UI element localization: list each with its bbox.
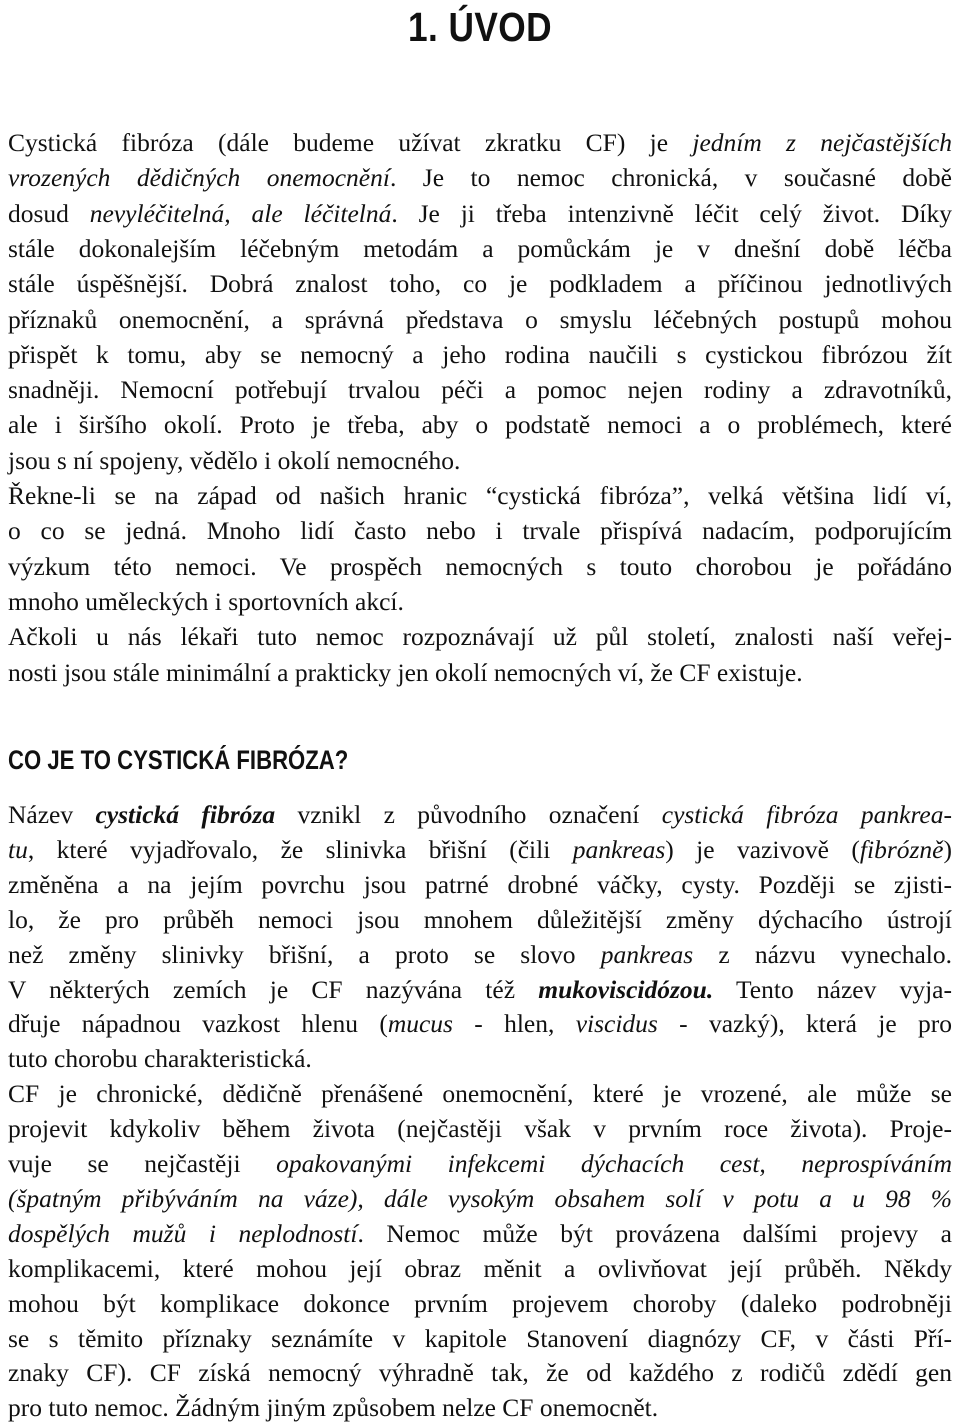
text-run: přispět k tomu, aby se nemocný a jeho rodina naučili s cystickou fibrózou žít [8,339,952,369]
text-run: , které vyjadřovalo, že slinivka břišní (čili [27,834,573,864]
text-run: . Nemoc může být provázena dalšími projevy a [357,1218,952,1248]
text-run: se s těmito příznaky seznámíte v kapitole Stanovení diagnózy CF, v části Pří- [8,1323,952,1353]
text-run: jsou s ní spojeny, vědělo i okolí nemocného. [8,445,461,475]
text-line [8,1252,952,1286]
text-line [8,232,952,266]
text-run: pankreas [600,939,694,969]
text-run: znaky CF). CF získá nemocný výhradně tak, že od každého z rodičů zdědí gen [8,1358,952,1388]
text-run: projevit kdykoliv během života (nejčastěji však v prvním roce života). Proje- [8,1114,952,1144]
text-run: lo, že pro průběh nemoci jsou mnohem důležitější změny dýchacího ústrojí [8,904,952,934]
text-run: změněna a na jejím povrchu jsou patrné drobné váčky, cysty. Později se zjisti- [8,869,952,899]
text-run: - hlen, [452,1009,576,1039]
text-line [8,1217,952,1251]
text-run: pro tuto nemoc. Žádným jiným způsobem nelze CF onemocnět. [8,1393,659,1423]
text-line [8,303,952,337]
section-heading: CO JE TO CYSTICKÁ FIBRÓZA? [8,745,349,775]
text-run: příznaků onemocnění, a správná představa o smyslu léčebných postupů mohou [8,304,952,334]
text-line [8,197,952,231]
text-line [8,514,952,548]
text-line [8,1182,952,1216]
text-run: mucus [387,1009,453,1039]
text-run: dřuje nápadnou vazkost hlenu ( [8,1009,388,1039]
text-run: ale i širšího okolí. Proto je třeba, aby o podstatě nemoci a o problémech, které [8,410,952,440]
text-run: nevyléčitelná, ale léčitelná [89,198,392,228]
text-run: vrozených dědičných onemocnění [8,163,390,193]
text-run: V některých zemích je CF nazývána též [8,974,539,1004]
text-run: stále dokonalejším léčebným metodám a pomůckám je v dnešní době léčba [8,233,952,263]
text-run: ) je vazivově ( [665,834,860,864]
text-run: Ačkoli u nás lékaři tuto nemoc rozpoznávají už půl století, znalosti naší veřej- [8,622,952,652]
text-run: z názvu vynechalo. [693,939,952,969]
text-line [8,444,952,478]
text-line [8,267,952,301]
text-line [8,479,952,513]
text-line [8,1007,952,1041]
text-run: . Je ji třeba intenzivně léčit celý život. Díky [391,198,952,228]
text-run: stále úspěšnější. Dobrá znalost toho, co je podkladem a příčinou jednotlivých [8,269,952,299]
text-run: mukoviscidózou. [538,974,714,1004]
text-run: nosti jsou stále minimální a prakticky jen okolí nemocných ví, že CF existuje. [8,657,803,687]
text-run: cystická fibróza [95,800,276,829]
text-run: snadněji. Nemocní potřebují trvalou péči a pomoc nejen rodiny a zdravotníků, [8,375,952,405]
text-line [8,868,952,902]
text-run: dospělých mužů i neplodností [8,1218,358,1248]
text-line [8,1356,952,1390]
text-line [8,798,952,832]
text-line [8,1077,952,1111]
text-line [8,161,952,195]
text-run: tuto chorobu charakteristická. [8,1044,312,1074]
text-line [8,1287,952,1321]
text-line [8,903,952,937]
text-run: (špatným přibýváním na váze), dále vysokým obsahem solí v potu a u 98 % [8,1183,952,1213]
text-run: o co se jedná. Mnoho lidí často nebo i trvale přispívá nadacím, podporujícím [8,516,952,546]
text-line [8,620,952,654]
text-run: - vazký), která je pro [657,1009,952,1039]
text-line [8,1391,952,1425]
text-run: Řekne-li se na západ od našich hranic “cystická fibróza”, velká většina lidí ví, [8,481,952,510]
text-run: mohou být komplikace dokonce prvním projevem choroby (daleko podrobněji [8,1288,952,1318]
text-line [8,338,952,372]
text-run: tu [8,834,28,864]
text-line [8,373,952,407]
text-line [8,1147,952,1181]
text-line [8,1322,952,1356]
text-run: viscidus [575,1009,658,1039]
text-line [8,656,952,690]
text-run: mnoho uměleckých i sportovních akcí. [8,586,404,616]
text-line [8,1112,952,1146]
text-run: Cystická fibróza (dále budeme užívat zkratku CF) je [8,128,693,157]
text-run: Tento název vyja- [713,974,952,1004]
text-run: než změny slinivky břišní, a proto se slovo [8,939,601,969]
text-run: vznikl z původního označení [275,800,662,829]
text-run: CF je chronické, dědičně přenášené onemocnění, které je vrozené, ale může se [8,1079,952,1109]
text-line [8,833,952,867]
text-line [8,973,952,1007]
text-line [8,126,952,160]
text-run: jedním z nejčastějších [692,128,952,157]
text-line [8,550,952,584]
text-line [8,938,952,972]
text-run: Název [8,800,96,829]
text-run: pankreas [572,834,666,864]
text-run: vuje se nejčastěji [8,1149,277,1178]
chapter-title: 1. ÚVOD [407,4,553,50]
text-run: ) [943,834,952,864]
text-run: cystická fibróza pankrea- [661,800,952,829]
text-run: dosud [8,198,90,228]
text-run: opakovanými infekcemi dýchacích cest, neprospíváním [276,1149,952,1178]
text-run: fibrózně [859,834,944,864]
text-run: komplikacemi, které mohou její obraz měnit a ovlivňovat její průběh. Někdy [8,1253,952,1283]
text-line [8,1042,952,1076]
text-run: . Je to nemoc chronická, v současné době [389,163,952,193]
text-run: výzkum této nemoci. Ve prospěch nemocných s touto chorobou je pořádáno [8,551,952,581]
text-line [8,585,952,619]
text-line [8,408,952,442]
